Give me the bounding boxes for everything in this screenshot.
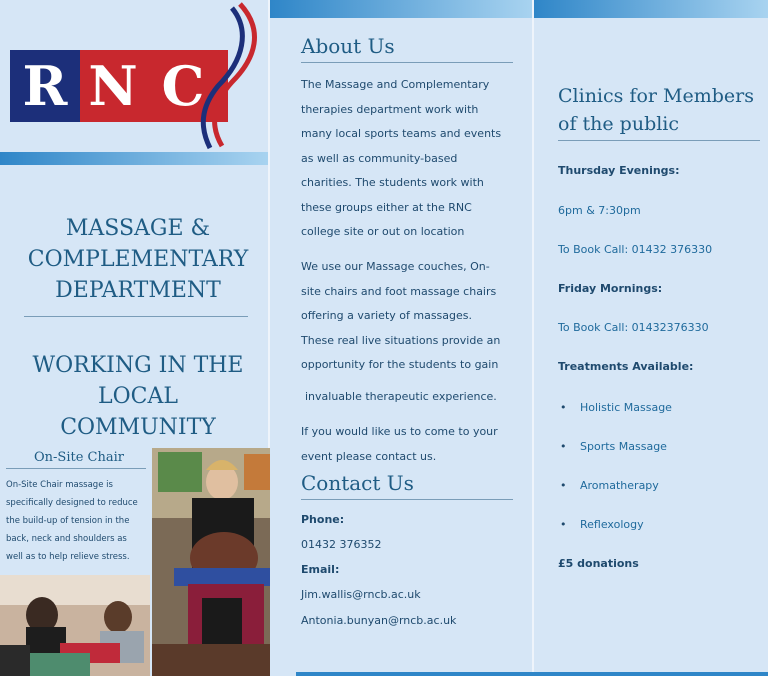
- treatment-label: Reflexology: [580, 518, 644, 531]
- bullet-icon: •: [560, 401, 567, 414]
- dept-line: DEPARTMENT: [55, 278, 221, 303]
- onsite-line: well as to help relieve stress.: [6, 552, 130, 562]
- about-line: many local sports teams and events: [301, 127, 502, 140]
- community-line: LOCAL: [98, 384, 178, 409]
- foot-massage-photo: [0, 575, 150, 676]
- logo-letter-c: C: [161, 54, 205, 118]
- logo-flame-icon: [152, 0, 272, 152]
- donations-note: £5 donations: [558, 557, 639, 570]
- about-paragraph: [301, 73, 521, 245]
- bullet-icon: •: [560, 440, 567, 453]
- divider: [558, 140, 760, 141]
- phone-label: Phone:: [301, 513, 345, 526]
- divider: [301, 62, 513, 63]
- top-accent-bar: [270, 0, 532, 18]
- treatment-item: [560, 440, 667, 453]
- about-line: charities. The students work with: [301, 176, 484, 189]
- divider: [6, 468, 146, 469]
- clinics-title-line: Clinics for Members: [558, 85, 754, 107]
- bullet-icon: •: [560, 518, 567, 531]
- divider: [24, 316, 248, 317]
- about-line: as well as community-based: [301, 151, 458, 165]
- about-line: If you would like us to come to your: [301, 425, 498, 438]
- friday-booking: To Book Call: 01432376330: [558, 321, 709, 334]
- divider: [301, 499, 513, 500]
- treatment-label: Sports Massage: [580, 440, 667, 453]
- community-line: WORKING IN THE: [32, 353, 244, 378]
- dept-line: MASSAGE &: [65, 216, 211, 241]
- email-link[interactable]: Antonia.bunyan@rncb.ac.uk: [301, 614, 457, 627]
- top-accent-bar: [534, 0, 768, 18]
- contact-title: Contact Us: [301, 471, 414, 495]
- treatments-label: Treatments Available:: [558, 360, 694, 373]
- clinics-title-line: of the public: [558, 113, 680, 135]
- treatment-item: [560, 518, 644, 531]
- logo-letter-n: N: [88, 54, 138, 118]
- community-line: COMMUNITY: [60, 415, 216, 440]
- logo-letter-r: R: [22, 54, 68, 118]
- thursday-label: Thursday Evenings:: [558, 164, 680, 177]
- email-label: Email:: [301, 563, 340, 576]
- about-paragraph: invaluable therapeutic experience.: [305, 390, 497, 403]
- community-heading: [18, 350, 258, 443]
- phone-number[interactable]: 01432 376352: [301, 538, 382, 551]
- department-heading: [18, 213, 258, 306]
- about-line: offering a variety of massages.: [301, 309, 472, 322]
- treatment-label: Holistic Massage: [580, 401, 672, 414]
- friday-label: Friday Mornings:: [558, 282, 663, 295]
- treatment-item: [560, 479, 659, 492]
- about-line: site chairs and foot massage chairs: [301, 284, 497, 298]
- onsite-line: back, neck and shoulders as: [6, 534, 127, 544]
- about-line: these groups either at the RNC: [301, 200, 472, 214]
- about-line: The Massage and Complementary: [301, 78, 490, 91]
- about-title: About Us: [301, 34, 395, 58]
- dept-line: COMPLEMENTARY: [27, 247, 249, 272]
- left-accent-bar: [0, 152, 268, 165]
- about-paragraph: [301, 255, 521, 378]
- treatment-item: [560, 401, 672, 414]
- foot-massage-illustration: [0, 575, 150, 676]
- onsite-line: the build-up of tension in the: [6, 516, 130, 526]
- onsite-chair-title: On-Site Chair: [34, 450, 124, 465]
- about-line: college site or out on location: [301, 225, 465, 238]
- thursday-times: 6pm & 7:30pm: [558, 204, 641, 217]
- treatment-label: Aromatherapy: [580, 479, 659, 492]
- onsite-chair-text: [6, 476, 146, 566]
- about-paragraph: [301, 420, 521, 469]
- bottom-accent-bar: [296, 672, 768, 676]
- about-line: We use our Massage couches, On-: [301, 260, 490, 273]
- email-link[interactable]: Jim.wallis@rncb.ac.uk: [301, 588, 421, 601]
- thursday-booking: To Book Call: 01432 376330: [558, 243, 713, 256]
- onsite-line: specifically designed to reduce: [6, 498, 138, 508]
- bullet-icon: •: [560, 479, 567, 492]
- about-line: event please contact us.: [301, 449, 437, 463]
- clinics-title: [558, 82, 768, 138]
- about-line: opportunity for the students to gain: [301, 358, 499, 371]
- about-line: These real live situations provide an: [301, 333, 501, 347]
- onsite-line: On-Site Chair massage is: [6, 480, 113, 490]
- about-line: therapies department work with: [301, 102, 479, 116]
